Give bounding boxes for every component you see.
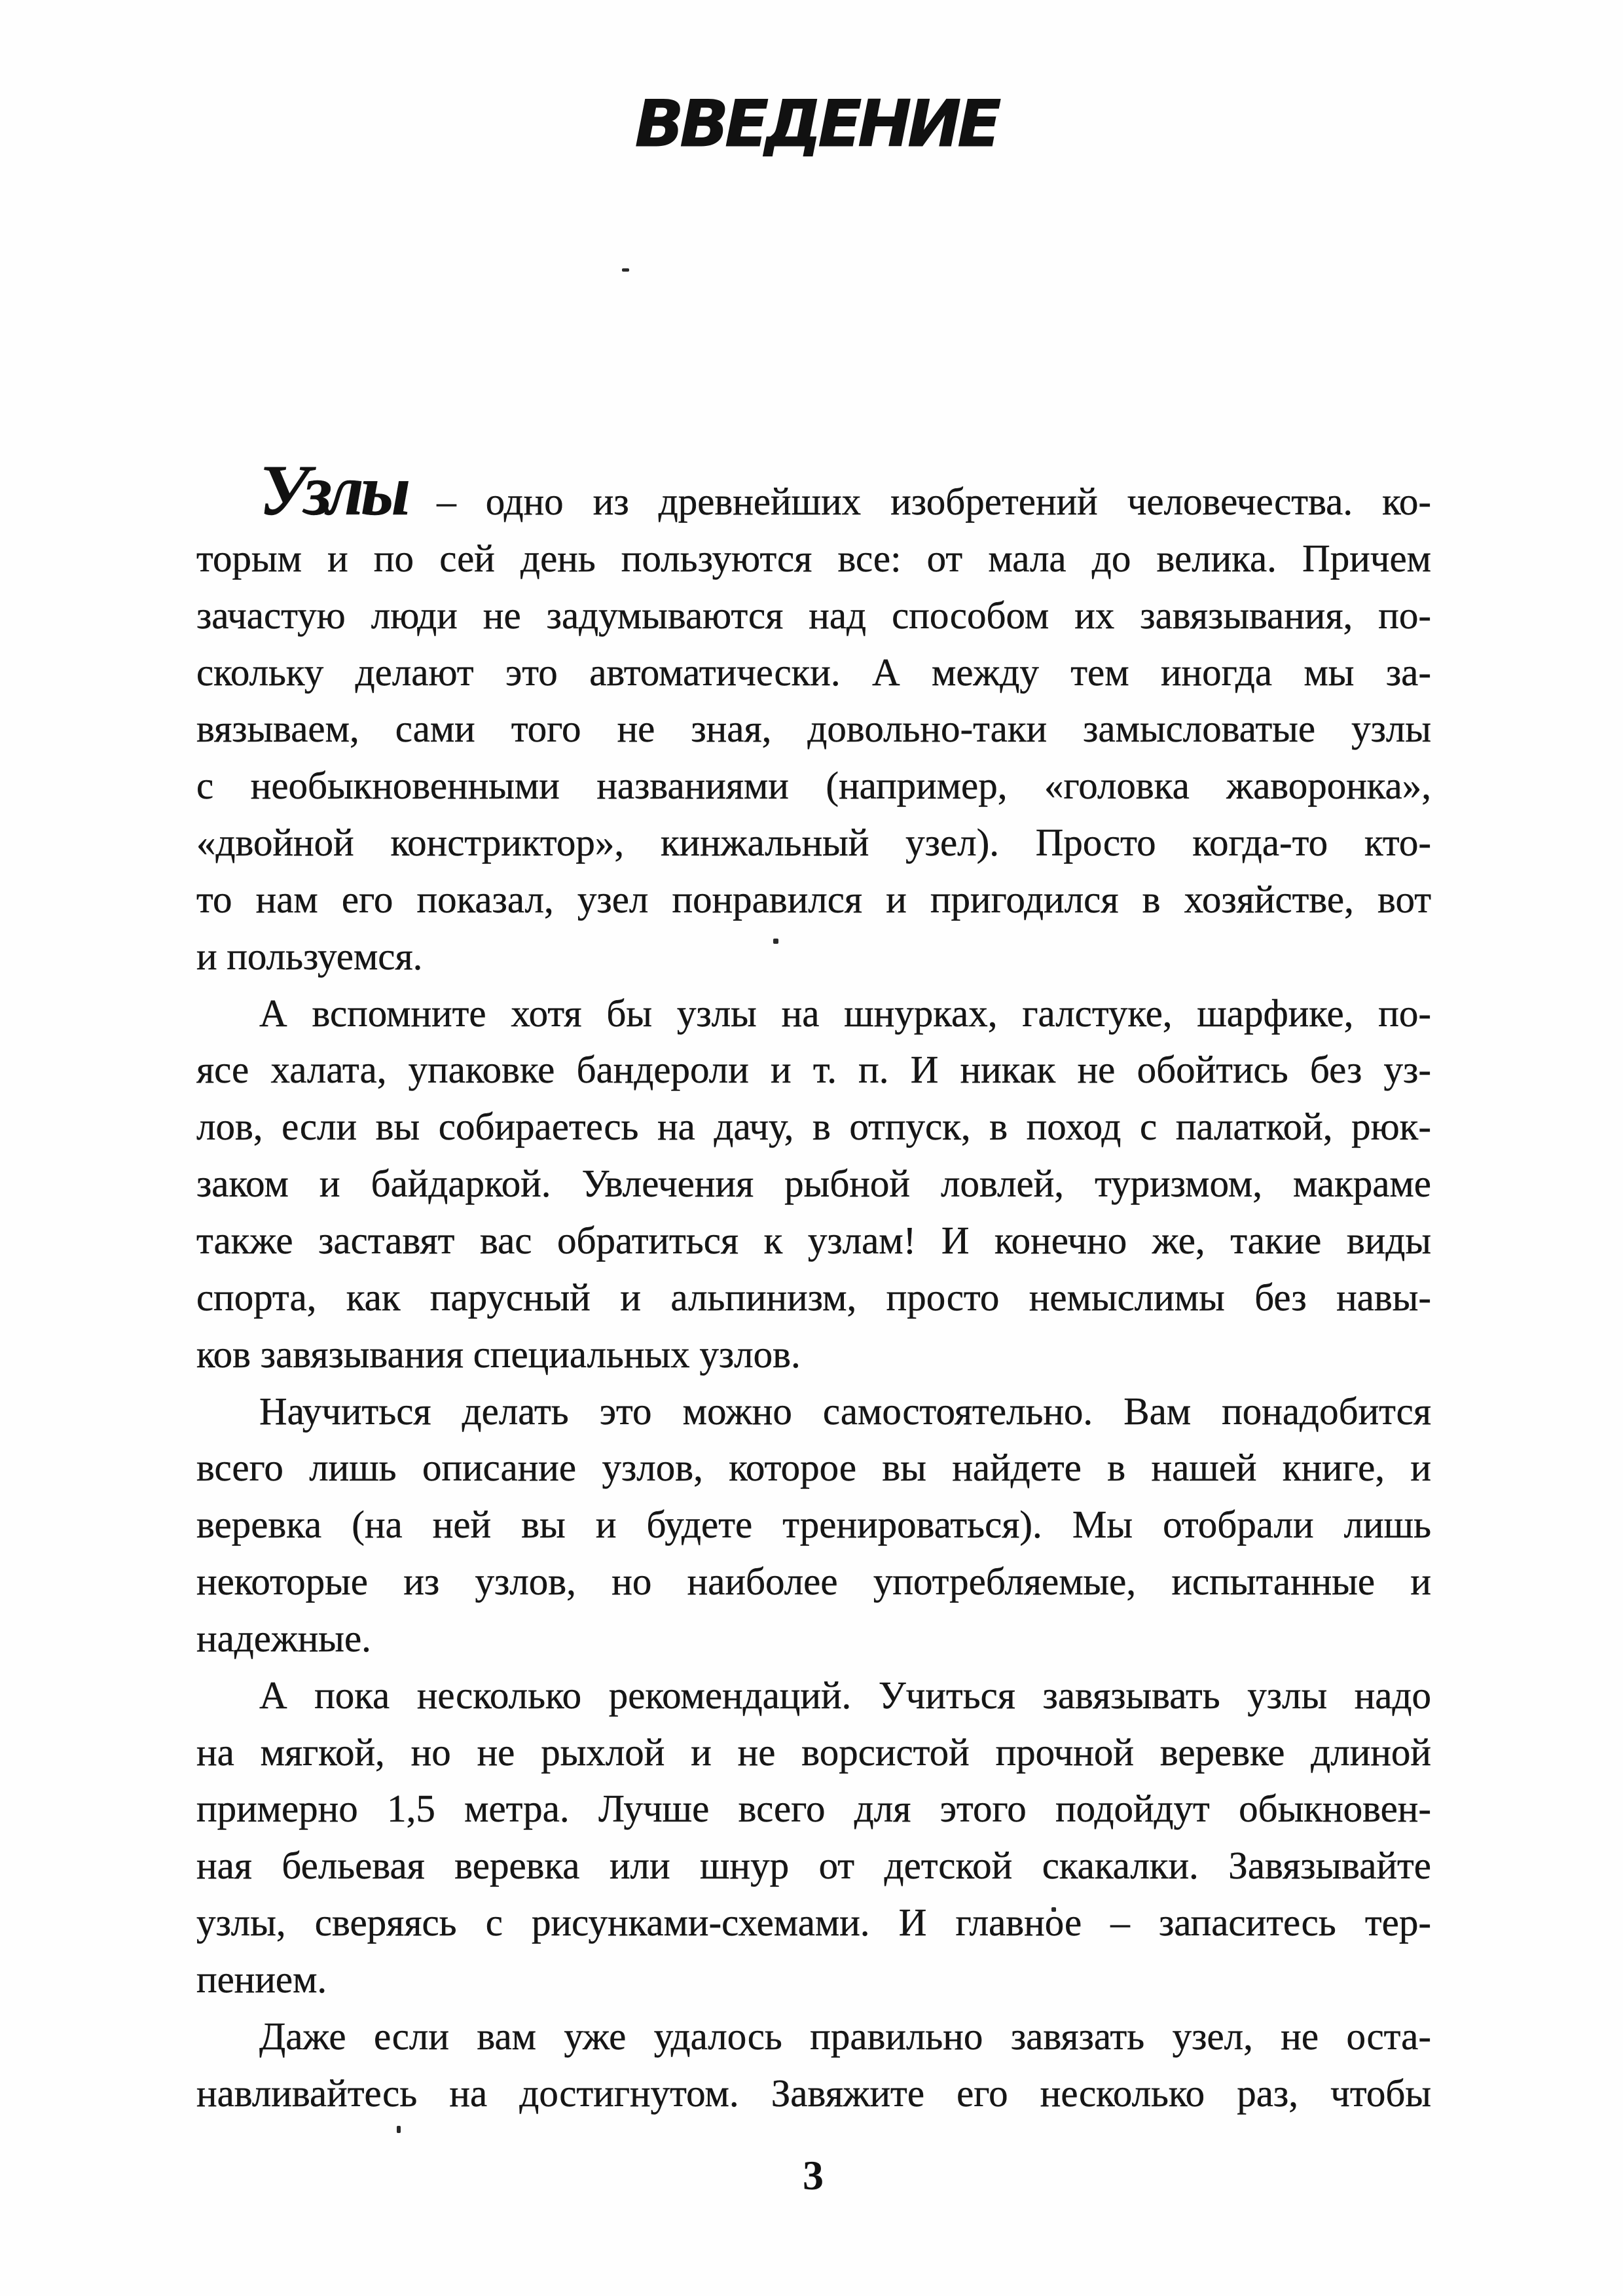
paragraph (196, 2008, 1431, 2122)
text-line: Научиться делать это можно самостоятельно. Вам понадобится (259, 1389, 1431, 1433)
paragraph (196, 450, 1432, 985)
text-line: торым и по сей день пользуются все: от мала до велика. Причем (196, 536, 1431, 580)
text-line: примерно 1,5 метра. Лучше всего для этого подойдут обыкновен- (196, 1787, 1431, 1831)
lead-word: Узлы (259, 450, 408, 530)
text-line: также заставят вас обратиться к узлам! И конечно же, такие виды (196, 1218, 1431, 1262)
text-line: вязываем, сами того не зная, довольно-таки замысловатые узлы (196, 707, 1431, 751)
text-line (196, 450, 1432, 530)
scan-speck (622, 268, 629, 272)
text-line: веревка (на ней вы и будете тренироваться). Мы отобрали лишь (196, 1503, 1431, 1547)
text-line: пением. (196, 1957, 327, 2001)
text-line: ков завязывания специальных узлов. (196, 1332, 801, 1376)
body-text (196, 450, 1432, 2121)
text-line: на мягкой, но не рыхлой и не ворсистой прочной веревке длиной (196, 1730, 1431, 1774)
text-line: спорта, как парусный и альпинизм, просто немыслимы без навы- (196, 1275, 1431, 1319)
text-line-rest: – одно из древнейших изобретений человечества. ко- (437, 480, 1432, 523)
text-line: с необыкновенными названиями (например, «головка жаворонка», (196, 764, 1431, 808)
text-line: Даже если вам уже удалось правильно завязать узел, не оста- (259, 2014, 1431, 2058)
chapter-title: ВВЕДЕНИЕ (634, 87, 998, 162)
text-line: ясе халата, упаковке бандероли и т. п. И никак не обойтись без уз- (196, 1048, 1431, 1092)
text-line: лов, если вы собираетесь на дачу, в отпуск, в поход с палаткой, рюк- (196, 1105, 1431, 1149)
text-line: ная бельевая веревка или шнур от детской скакалки. Завязывайте (196, 1844, 1431, 1888)
text-line: и пользуемся. (196, 934, 423, 978)
text-line: заком и байдаркой. Увлечения рыбной ловлей, туризмом, макраме (196, 1162, 1431, 1206)
text-line: А вспомните хотя бы узлы на шнурках, галстуке, шарфике, по- (259, 991, 1431, 1035)
paragraph (196, 985, 1431, 1383)
text-line: «двойной констриктор», кинжальный узел). Просто когда-то кто- (196, 821, 1431, 865)
text-line: надежные. (196, 1616, 371, 1660)
text-line: А пока несколько рекомендаций. Учиться завязывать узлы надо (259, 1673, 1431, 1717)
text-line: скольку делают это автоматически. А между тем иногда мы за- (196, 650, 1431, 694)
paragraph (196, 1667, 1431, 2008)
paragraph (196, 1383, 1431, 1667)
text-line: навливайтесь на достигнутом. Завяжите его несколько раз, чтобы (196, 2071, 1431, 2115)
text-line: некоторые из узлов, но наиболее употребляемые, испытанные и (196, 1560, 1431, 1604)
text-line: всего лишь описание узлов, которое вы найдете в нашей книге, и (196, 1446, 1431, 1490)
page-number: 3 (803, 2152, 824, 2198)
text-line: зачастую люди не задумываются над способом их завязывания, по- (196, 593, 1431, 637)
scan-speck (397, 2126, 401, 2133)
text-line: то нам его показал, узел понравился и пригодился в хозяйстве, вот (196, 877, 1431, 921)
text-line: узлы, сверяясь с рисунками-схемами. И главное – запаситесь тер- (196, 1901, 1431, 1945)
